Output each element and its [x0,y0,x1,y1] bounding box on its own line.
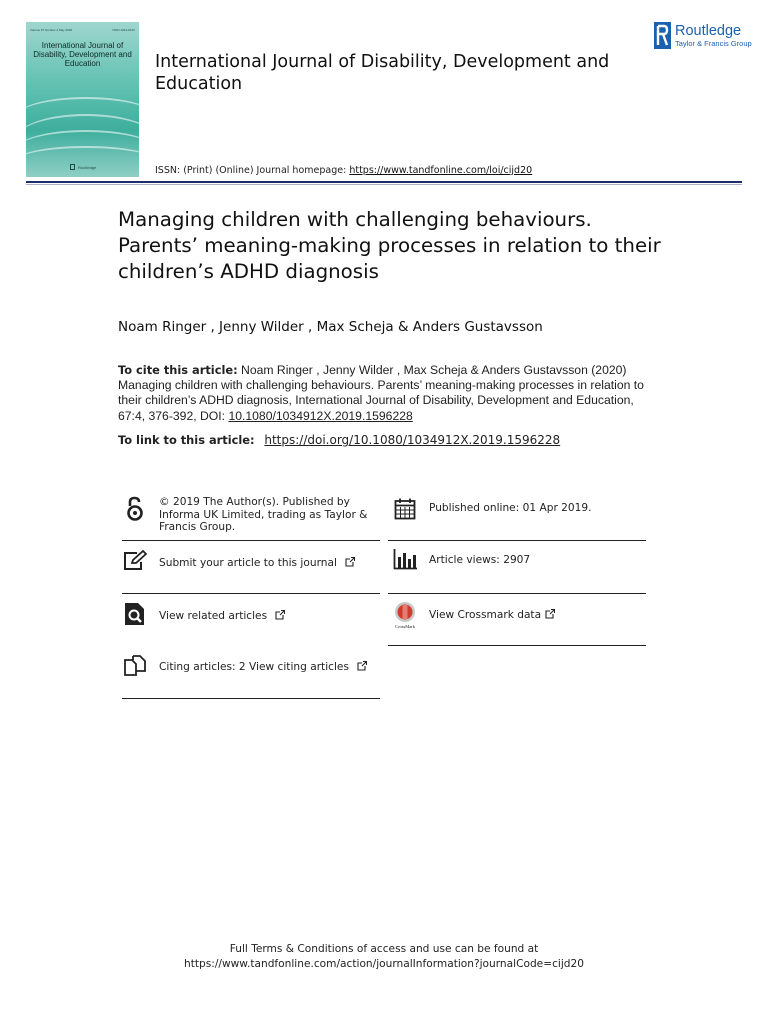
crossmark-icon [392,602,418,628]
divider [388,593,646,594]
external-link-icon [357,661,367,671]
search-document-icon [122,601,148,627]
citing-label: Citing articles: 2 View citing articles [159,661,349,673]
citing-articles-icon [122,653,148,679]
citation-block [118,363,658,424]
footer [0,942,768,972]
divider [122,540,380,541]
cover-title: International Journal of Disability, Development and Education [33,41,132,68]
article-views [392,546,646,572]
related-text[interactable] [159,610,285,623]
journal-homepage-link[interactable]: https://www.tandfonline.com/loi/cijd20 [349,165,533,176]
cover-issn: ISSN 1034-912X [112,28,135,32]
external-link-icon [345,557,355,567]
calendar-icon [392,496,418,522]
external-link-icon [545,609,555,619]
cover-header [30,28,135,33]
routledge-logo [654,22,754,50]
published-date [392,496,646,522]
published-text: Published online: 01 Apr 2019. [429,502,592,514]
footer-terms-text: Full Terms & Conditions of access and use can be found at [229,943,539,955]
bar-chart-icon [392,546,418,572]
publisher-subtitle: Taylor & Francis Group [675,39,752,48]
divider [388,540,646,541]
divider [122,698,380,699]
divider [122,593,380,594]
cover-publisher: Routledge [78,165,97,170]
header-divider-shadow [26,184,742,185]
open-access-icon [122,496,148,522]
citation-text: Noam Ringer , Jenny Wilder , Max Scheja & Anders Gustavsson (2020) Managing children with challenging behaviours. Parents’ meaning-making processes in relation to their children’s ADHD diagnosis, International Journal of Disability, Development and Education, 67:4, 376-392, DOI: [118,363,644,423]
open-access-text: © 2019 The Author(s). Published by Informa UK Limited, trading as Taylor & Francis Group. [159,496,368,533]
crossmark-text[interactable] [429,609,555,622]
citing-text[interactable] [159,661,367,674]
footer-terms-link[interactable]: https://www.tandfonline.com/action/journalInformation?journalCode=cijd20 [183,958,584,970]
cover-wave [26,146,139,176]
edit-icon [122,548,148,574]
citation-doi-link[interactable]: 10.1080/1034912X.2019.1596228 [228,408,413,423]
submit-label: Submit your article to this journal [159,557,337,569]
issn-line [155,165,532,176]
citing-articles-link[interactable] [122,653,380,679]
link-label: To link to this article: [118,433,255,447]
article-authors: Noam Ringer , Jenny Wilder , Max Scheja & Anders Gustavsson [118,319,543,335]
related-label: View related articles [159,610,268,622]
external-link-icon [275,610,285,620]
routledge-r-icon [654,22,671,49]
citation-label: To cite this article: [118,363,238,377]
crossmark-label: View Crossmark data [429,609,542,621]
related-articles-link[interactable] [122,601,380,627]
crossmark-badge-label: CrossMark [395,624,415,629]
journal-cover-image [26,22,139,177]
article-doi-link[interactable]: https://doi.org/10.1080/1034912X.2019.1596228 [264,433,561,447]
views-text: Article views: 2907 [429,554,531,566]
open-access-notice [122,496,380,534]
cover-volume: Volume 67 Number 4 May 2020 [30,28,73,32]
journal-title: International Journal of Disability, Development and Education [155,52,610,94]
submit-article-link[interactable] [122,548,380,574]
issn-label: ISSN: (Print) (Online) Journal homepage: [155,165,347,176]
submit-text[interactable] [159,557,355,570]
article-title: Managing children with challenging behaviours. Parents’ meaning-making processes in relation to their children’s ADHD diagnosis [118,208,661,283]
article-link-line [118,433,560,447]
routledge-mark-icon [654,22,671,49]
publisher-name: Routledge [675,23,742,39]
divider [388,645,646,646]
cover-logo-icon [70,164,75,170]
crossmark-link[interactable] [392,602,646,628]
